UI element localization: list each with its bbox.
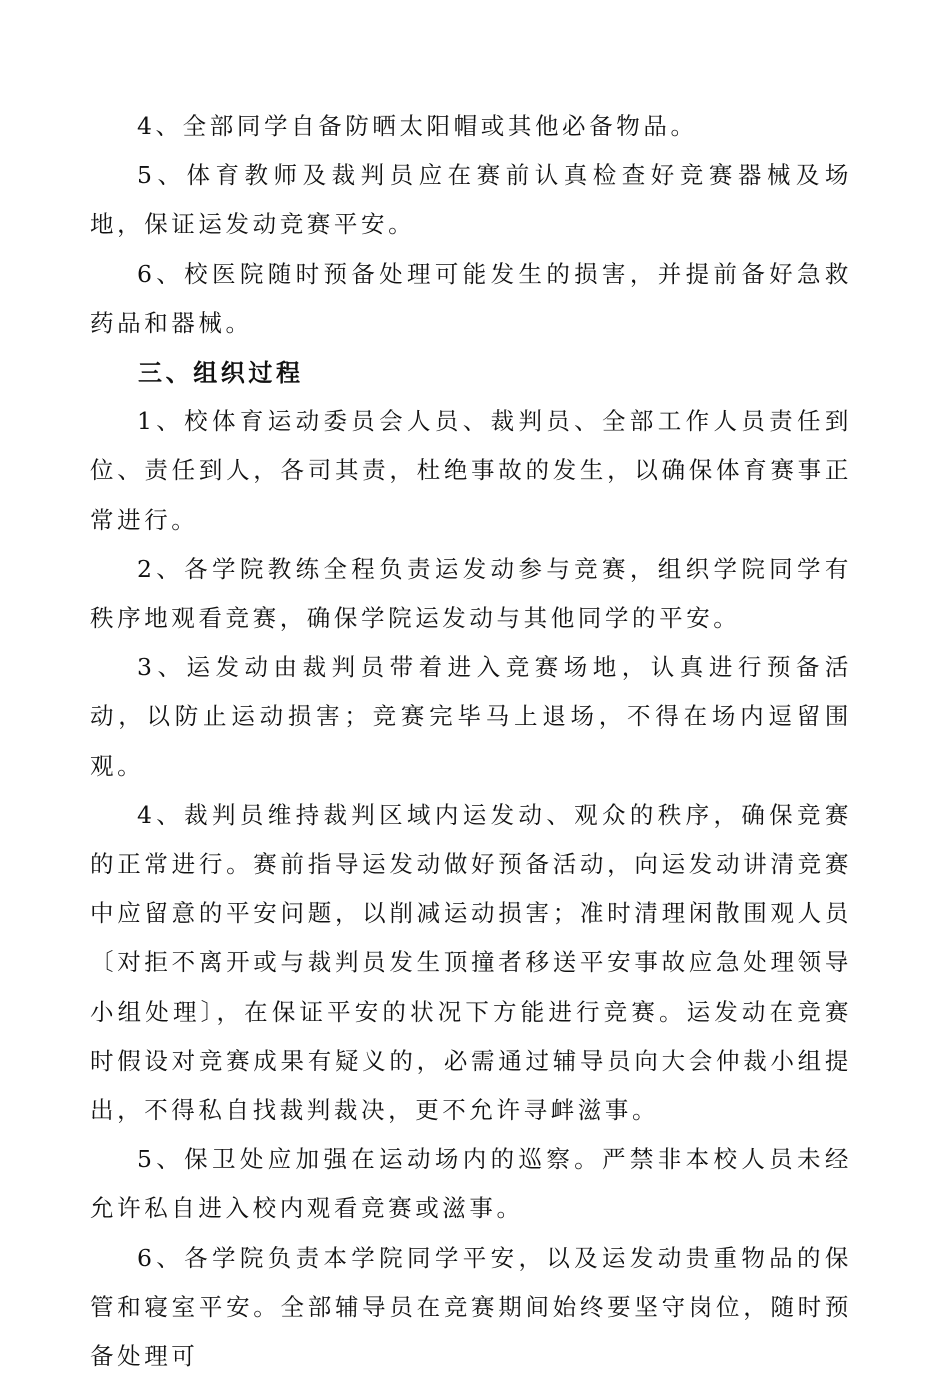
paragraph-process-1: 1、校体育运动委员会人员、裁判员、全部工作人员责任到位、责任到人，各司其责，杜绝事故的发生，以确保体育赛事正常进行。 [90,407,852,534]
paragraph-item-5-equipment-check: 5、体育教师及裁判员应在赛前认真检查好竞赛器械及场地，保证运发动竞赛平安。 [90,161,852,239]
paragraph-process-6: 6、各学院负责本学院同学平安，以及运发动贵重物品的保管和寝室平安。全部辅导员在竞赛期间始终要坚守岗位，随时预备处理可 [90,1243,852,1371]
paragraph-item-4-supplies: 4、全部同学自备防晒太阳帽或其他必备物品。 [137,112,698,140]
section-heading: 三、组织过程 [138,358,304,388]
paragraph-process-5: 5、保卫处应加强在运动场内的巡察。严禁非本校人员未经允许私自进入校内观看竞赛或滋事。 [90,1145,852,1223]
paragraph-process-4: 4、裁判员维持裁判区域内运发动、观众的秩序，确保竞赛的正常进行。赛前指导运发动做好预备活动，向运发动讲清竞赛中应留意的平安问题，以削减运动损害；准时清理闲散围观人员〔对拒不离开或与裁判员发生顶撞者移送平安事故应急处理领导小组处理〕，在保证平安的状况下方能进行竞赛。运发动在竞赛时假设对竞赛成果有疑义的，必需通过辅导员向大会仲裁小组提出，不得私自找裁判裁决，更不允许寻衅滋事。 [90,800,852,1125]
paragraph-item-6-medical: 6、校医院随时预备处理可能发生的损害，并提前备好急救药品和器械。 [90,259,852,337]
paragraph-process-2: 2、各学院教练全程负责运发动参与竞赛，组织学院同学有秩序地观看竞赛，确保学院运发动与其他同学的平安。 [90,554,852,633]
paragraph-process-3: 3、运发动由裁判员带着进入竞赛场地，认真进行预备活动，以防止运动损害；竞赛完毕马上退场，不得在场内逗留围观。 [90,653,852,780]
document-body [90,102,852,1381]
